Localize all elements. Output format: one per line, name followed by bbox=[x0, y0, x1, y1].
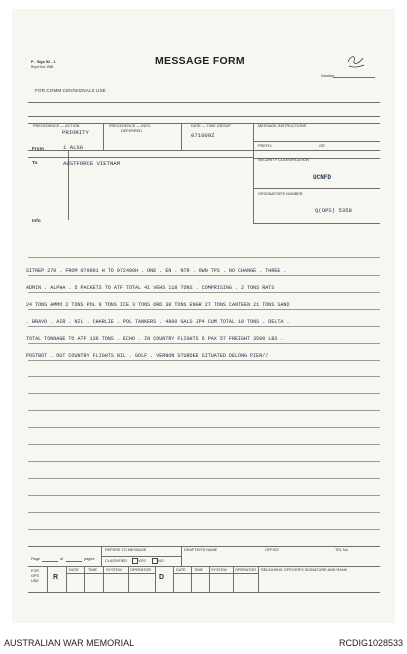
message-line-3: 24 TONS AMMO 2 TONS POL 9 TONS ICE 3 TONS ORD 30 TONS ENGR 27 TONS CANTEEN 21 TONS SAND bbox=[26, 302, 290, 308]
refers-label: REFERS TO MESSAGE bbox=[105, 548, 147, 552]
precedence-info-value: DEFERRED bbox=[121, 129, 142, 133]
number-label: Number bbox=[321, 74, 335, 78]
no-label: NO bbox=[158, 559, 164, 563]
r-time-label: TIME bbox=[88, 568, 98, 572]
d-date-label: DATE bbox=[176, 568, 186, 572]
r-operator-label: OPERATOR bbox=[130, 568, 151, 572]
r-system-label: SYSTEM bbox=[106, 568, 122, 572]
page-label: Page bbox=[31, 557, 40, 561]
message-form-sheet bbox=[13, 10, 394, 622]
drafter-label: DRAFTER'S NAME bbox=[184, 548, 218, 552]
d-time-label: TIME bbox=[194, 568, 204, 572]
footer-right: RCDIG1028533 bbox=[338, 638, 403, 648]
precedence-info-label: PRECEDENCE — INFO bbox=[109, 124, 151, 128]
releasing-officer-label: RELEASING OFFICER'S SIGNATURE AND RANK bbox=[261, 568, 348, 572]
form-code-date: Reprt Nov 1968 bbox=[31, 65, 54, 69]
office-label: OFFICE bbox=[265, 548, 279, 552]
dtg-label: DATE — TIME GROUP bbox=[191, 124, 231, 128]
handwritten-mark bbox=[345, 52, 367, 70]
form-title: MESSAGE FORM bbox=[155, 55, 245, 67]
message-line-6: POSTBOT . OUT COUNTRY FLIGHTS NIL . GOLF . VERNON STURDEE SITUATED DELONG PIER// bbox=[26, 353, 269, 359]
comm-cen-label: FOR COMM CEN/SIGNALS USE bbox=[35, 88, 106, 93]
for-ops-use-3: USE bbox=[31, 579, 39, 583]
message-line-4: . BRAVO . AIR . NIL . CHARLIE . POL TANKERS . 4800 GALS JP4 CUM TOTAL 18 TONS . DELTA . bbox=[26, 319, 290, 325]
r-date-label: DATE bbox=[69, 568, 79, 572]
message-instructions-label: MESSAGE INSTRUCTIONS bbox=[258, 124, 307, 128]
d-label: D bbox=[159, 574, 165, 581]
number-line bbox=[333, 77, 375, 78]
gr-label: GR bbox=[319, 144, 325, 148]
d-system-label: SYSTEM bbox=[211, 568, 227, 572]
message-line-1: SITREP 270 . FROM 070001 H TO 072400H . ONE . EN . NTR . OWN TPS . NO CHANGE . THREE . bbox=[26, 268, 287, 274]
footer-left: AUSTRALIAN WAR MEMORIAL bbox=[4, 638, 135, 648]
originator-value: Q(OPS) 5358 bbox=[315, 207, 352, 214]
dtg-value: 071600Z bbox=[191, 132, 215, 139]
from-value: 1 ALSG bbox=[63, 144, 84, 151]
classified-label: CLASSIFIED bbox=[105, 559, 128, 563]
pages-label: pages bbox=[84, 557, 95, 561]
info-label: Info bbox=[32, 218, 41, 223]
prefix-label: PREFIX bbox=[258, 144, 272, 148]
security-label: SECURITY CLASSIFICATION bbox=[258, 158, 310, 162]
r-label: R bbox=[53, 574, 59, 581]
originator-label: ORIGINATOR'S NUMBER bbox=[258, 192, 303, 196]
yes-label: YES bbox=[138, 559, 146, 563]
message-line-5: TOTAL TONNAGE TO ATF 136 TONS . ECHO . IN COUNTRY FLIGHTS 6 PAX 57 FREIGHT 3500 LBS . bbox=[26, 336, 284, 342]
d-operator-label: OPERATOR bbox=[235, 568, 256, 572]
to-value: AUSTFORCE VIETNAM bbox=[63, 160, 121, 167]
precedence-action-value: PRIORITY bbox=[62, 129, 89, 136]
for-ops-use-2: OPS bbox=[31, 574, 40, 578]
form-code: P - Sigs 52 - 1 bbox=[31, 60, 56, 64]
security-value: UCNFD bbox=[313, 174, 332, 181]
from-label: From bbox=[32, 146, 44, 151]
precedence-action-label: PRECEDENCE — ACTION bbox=[33, 124, 80, 128]
comm-cen-line-1 bbox=[28, 102, 380, 103]
to-label: To bbox=[32, 160, 38, 165]
comm-cen-line-2 bbox=[28, 116, 380, 117]
tel-label: TEL No bbox=[335, 548, 348, 552]
message-line-2: ADMIN . ALPHA . 5 PACKETS TO ATF TOTAL 41 VEHS 118 TONS . COMPRISING . 2 TONS RATS bbox=[26, 285, 275, 291]
for-ops-use-1: FOR bbox=[31, 569, 40, 573]
of-label: of bbox=[60, 557, 64, 561]
